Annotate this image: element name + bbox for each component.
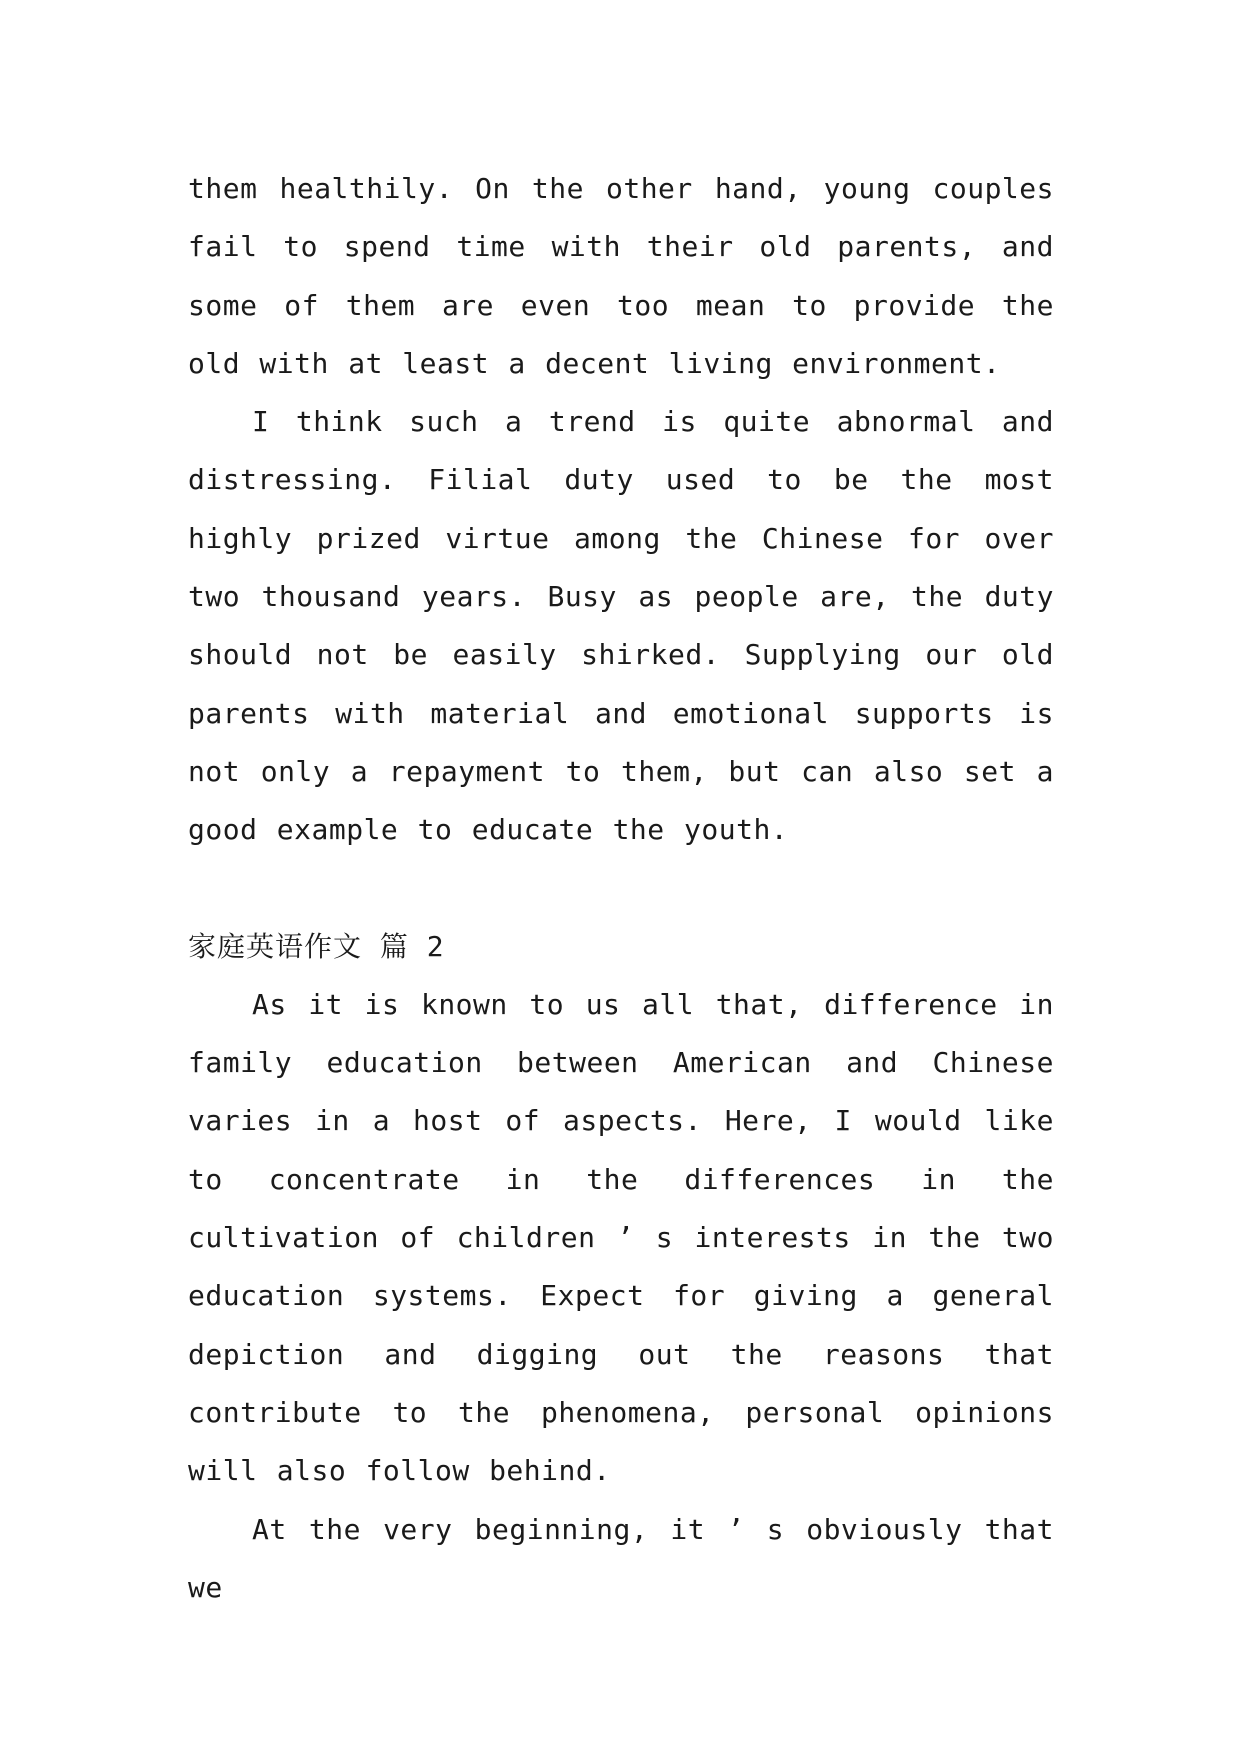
paragraph-beginning: At the very beginning, it ’ s obviously that we [188, 1512, 1054, 1604]
paragraph-continued: them healthily. On the other hand, young couples fail to spend time with their old parents, and some of them are even too mean to provide the old with at least a decent living environment. [188, 172, 1054, 380]
document-body [188, 160, 1054, 1617]
section-heading: 家庭英语作文 篇 2 [188, 929, 445, 963]
paragraph-filial-duty: I think such a trend is quite abnormal and distressing. Filial duty used to be the most highly prized virtue among the Chinese for over two thousand years. Busy as people are, the duty should not be easily shirked. Supplying our old parents with material and emotional supports is not only a repayment to them, but can also set a good example to educate the youth. [188, 405, 1054, 847]
section-spacer [188, 860, 1054, 918]
paragraph-family-education: As it is known to us all that, difference in family education between American and Chinese varies in a host of aspects. Here, I would like to concentrate in the differences in the cultivation of children ’ s interests in the two education systems. Expect for giving a general depiction and digging out the reasons that contribute to the phenomena, personal opinions will also follow behind. [188, 987, 1054, 1488]
